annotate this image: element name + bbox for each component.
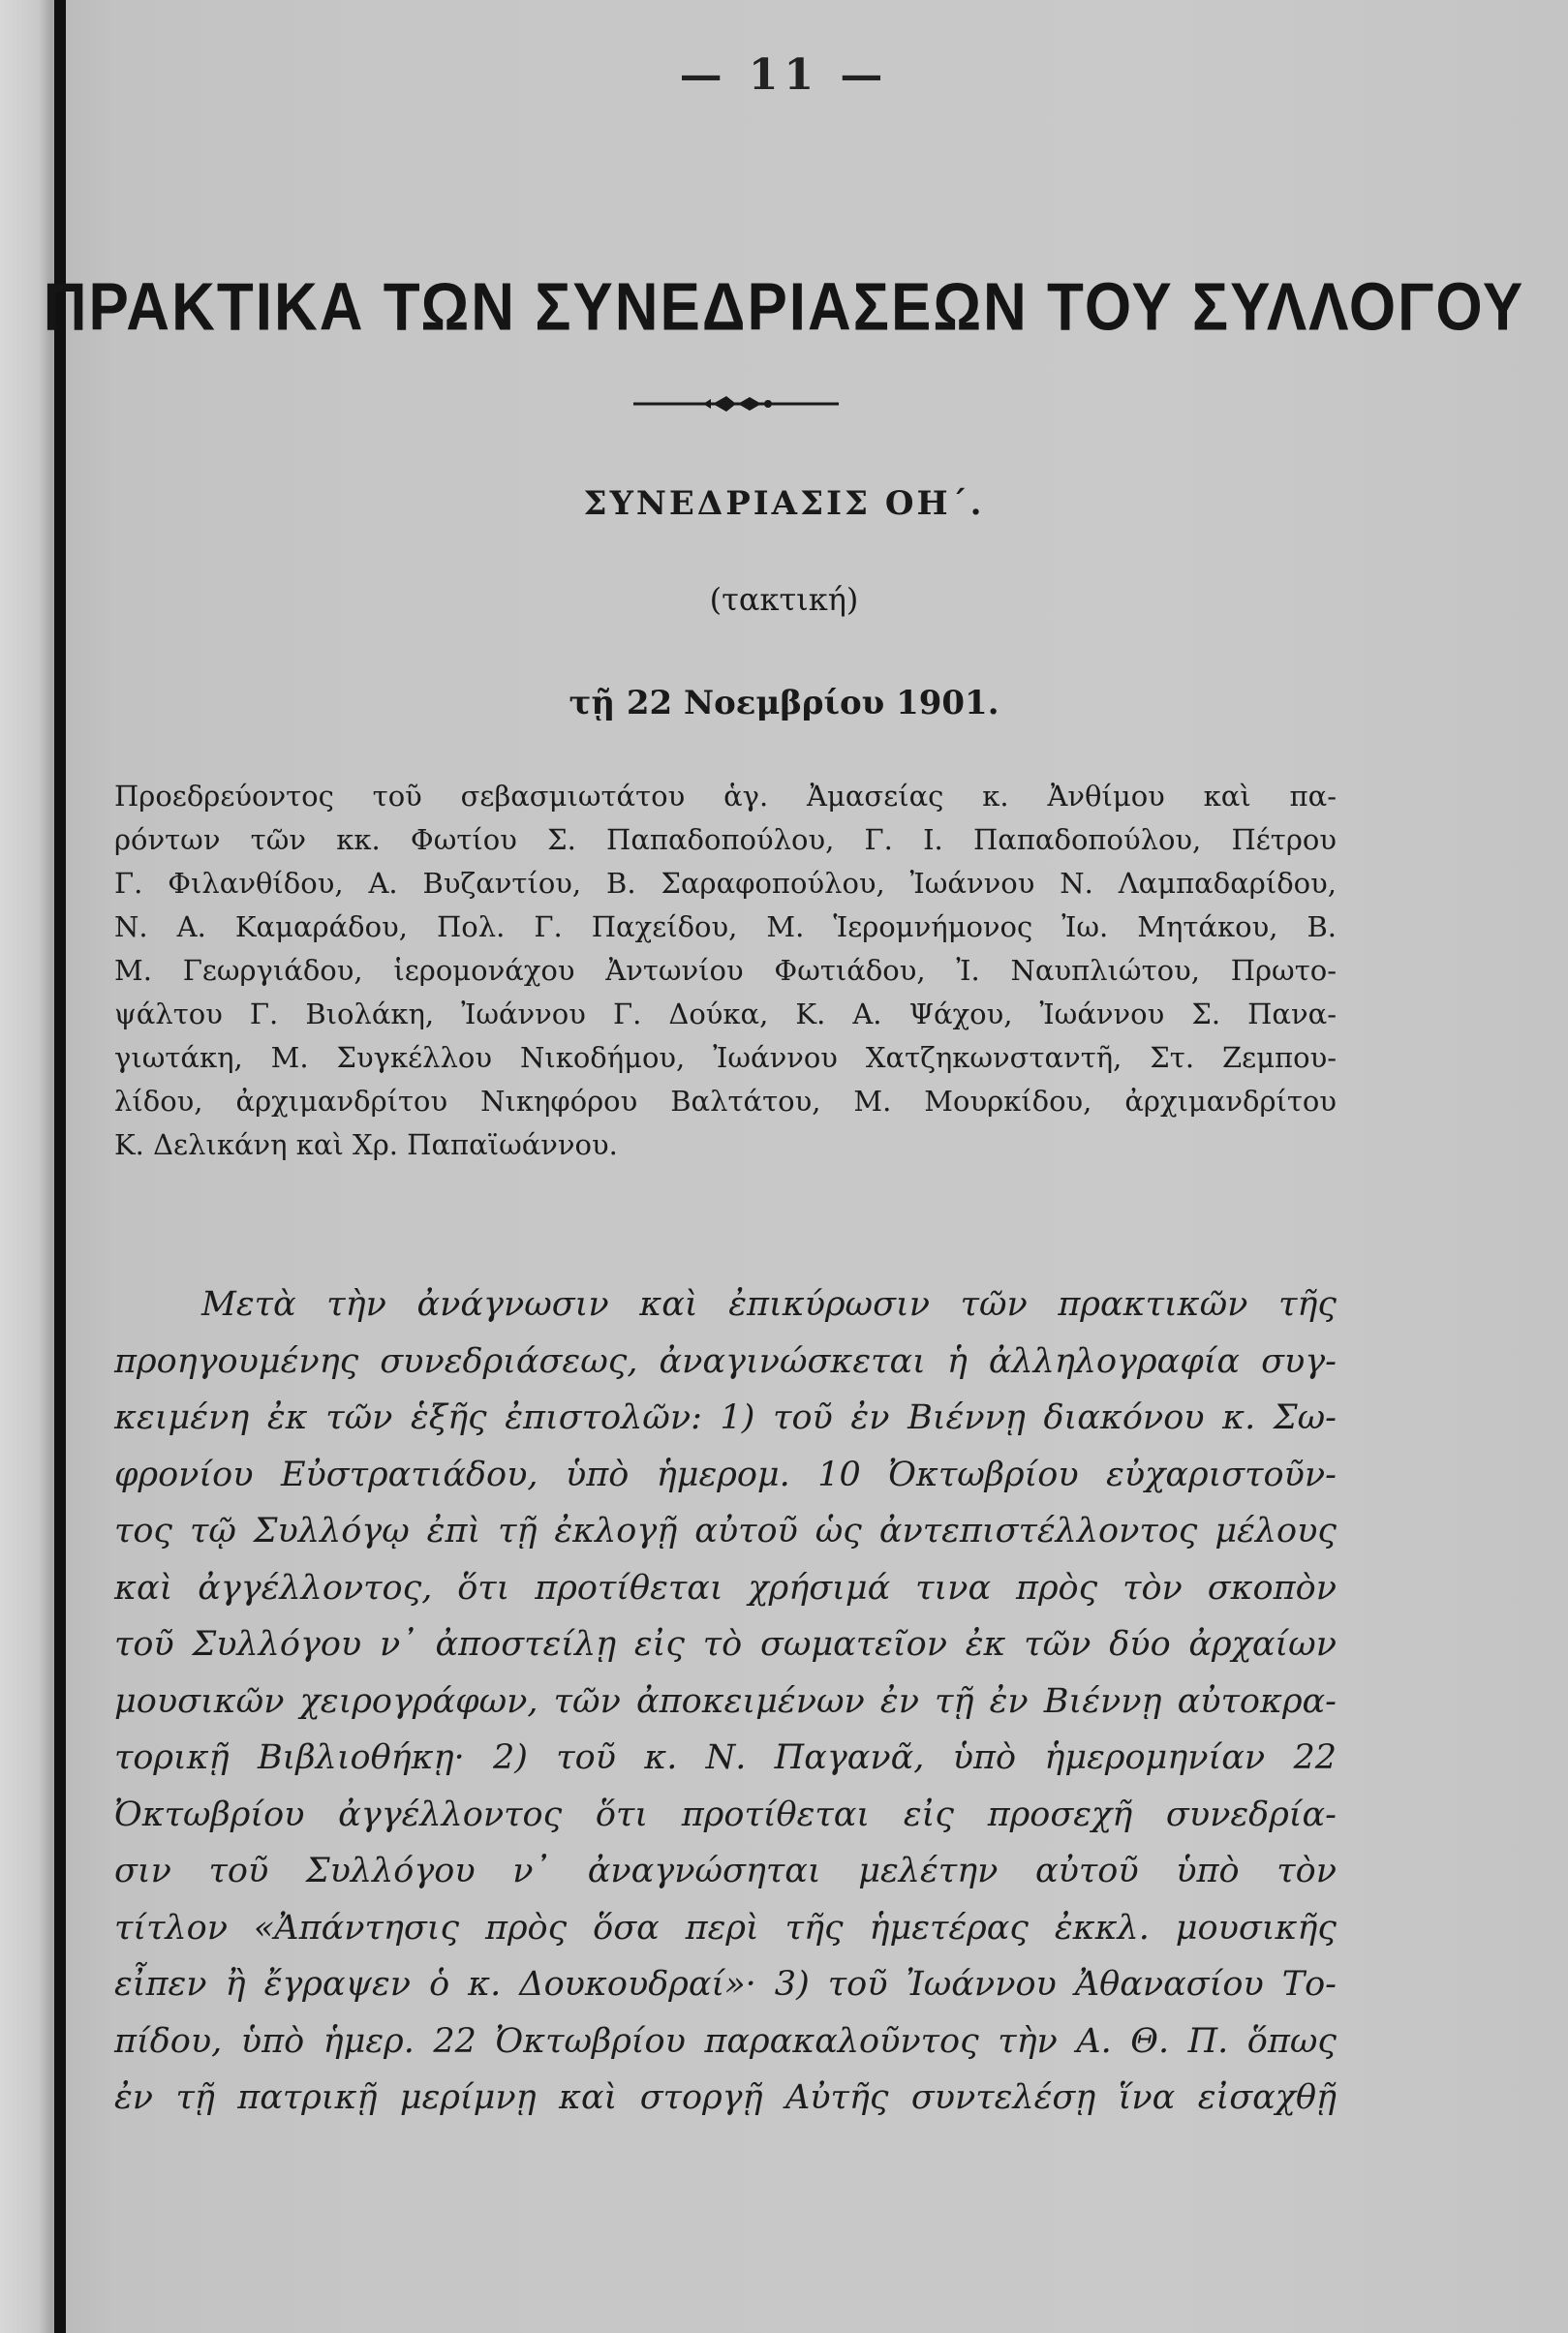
text-line: τίτλον «Ἀπάντησις πρὸς ὅσα περὶ τῆς ἡμετέρας ἐκκλ. μουσικῆς: [114, 1908, 1337, 1948]
text-line: ἐν τῇ πατρικῇ μερίμνῃ καὶ στοργῇ Αὐτῆς συντελέσῃ ἵνα εἰσαχθῇ: [114, 2078, 1337, 2117]
text-line: γιωτάκη, Μ. Συγκέλλου Νικοδήμου, Ἰωάννου Χατζηκωνσταντῆ, Στ. Ζεμπου-: [114, 1041, 1337, 1074]
text-line: ψάλτου Γ. Βιολάκη, Ἰωάννου Γ. Δούκα, Κ. Α. Ψάχου, Ἰωάννου Σ. Πανα-: [114, 998, 1337, 1030]
attendees-paragraph: [114, 775, 1337, 1167]
text-line: σιν τοῦ Συλλόγου ν᾽ ἀναγνώσηται μελέτην αὐτοῦ ὑπὸ τὸν: [114, 1852, 1337, 1890]
correspondence-paragraph: [114, 1276, 1337, 2127]
text-line: μουσικῶν χειρογράφων, τῶν ἀποκειμένων ἐν τῇ ἐν Βιέννῃ αὐτοκρα-: [114, 1681, 1337, 1721]
text-line: Γ. Φιλανθίδου, Α. Βυζαντίου, Β. Σαραφοπούλου, Ἰωάννου Ν. Λαμπαδαρίδου,: [114, 867, 1337, 900]
text-line: ρόντων τῶν κκ. Φωτίου Σ. Παπαδοπούλου, Γ. Ι. Παπαδοπούλου, Πέτρου: [114, 823, 1337, 856]
text-line: πίδου, ὑπὸ ἡμερ. 22 Ὀκτωβρίου παρακαλοῦντος τὴν Α. Θ. Π. ὅπως: [114, 2021, 1337, 2061]
binding-spine: [54, 0, 66, 2333]
page-number: — 11 —: [679, 50, 889, 100]
text-line: κειμένη ἐκ τῶν ἑξῆς ἐπιστολῶν: 1) τοῦ ἐν Βιέννῃ διακόνου κ. Σω-: [114, 1398, 1337, 1437]
text-line: φρονίου Εὐστρατιάδου, ὑπὸ ἡμερομ. 10 Ὀκτωβρίου εὐχαριστοῦν-: [114, 1455, 1337, 1494]
text-line: Μετὰ τὴν ἀνάγνωσιν καὶ ἐπικύρωσιν τῶν πρακτικῶν τῆς: [201, 1285, 1337, 1324]
text-line: εἶπεν ἢ ἔγραψεν ὁ κ. Δουκουδραί»· 3) τοῦ Ἰωάννου Ἀθανασίου Το-: [114, 1965, 1337, 2004]
text-line: τοῦ Συλλόγου ν᾽ ἀποστείλῃ εἰς τὸ σωματεῖον ἐκ τῶν δύο ἀρχαίων: [114, 1625, 1337, 1664]
text-line: λίδου, ἀρχιμανδρίτου Νικηφόρου Βαλτάτου, Μ. Μουρκίδου, ἀρχιμανδρίτου: [114, 1085, 1337, 1118]
text-line: τος τῷ Συλλόγῳ ἐπὶ τῇ ἐκλογῇ αὐτοῦ ὡς ἀντεπιστέλλοντος μέλους: [114, 1512, 1337, 1550]
text-line: Ν. Α. Καμαράδου, Πολ. Γ. Παχείδου, Μ. Ἱερομνήμονος Ἰω. Μητάκου, Β.: [114, 910, 1337, 943]
text-line: Μ. Γεωργιάδου, ἱερομονάχου Ἀντωνίου Φωτιάδου, Ἰ. Ναυπλιώτου, Πρωτο-: [114, 954, 1337, 987]
text-line: Προεδρεύοντος τοῦ σεβασμιωτάτου ἁγ. Ἀμασείας κ. Ἀνθίμου καὶ πα-: [114, 780, 1337, 813]
text-line: Ὀκτωβρίου ἀγγέλλοντος ὅτι προτίθεται εἰς προσεχῆ συνεδρία-: [114, 1795, 1337, 1834]
session-type: (τακτική): [709, 581, 859, 618]
text-line: Κ. Δελικάνη καὶ Χρ. Παπαϊωάννου.: [114, 1128, 618, 1161]
main-title: ΠΡΑΚΤΙΚΑ ΤΩΝ ΣΥΝΕΔΡΙΑΣΕΩΝ ΤΟΥ ΣΥΛΛΟΓΟΥ: [43, 269, 1525, 346]
session-date: τῇ 22 Νοεμβρίου 1901.: [569, 684, 999, 722]
text-line: τορικῇ Βιβλιοθήκῃ· 2) τοῦ κ. Ν. Παγανᾶ, ὑπὸ ἡμερομηνίαν 22: [114, 1738, 1337, 1777]
text-line: προηγουμένης συνεδριάσεως, ἀναγινώσκεται ἡ ἀλληλογραφία συγ-: [114, 1341, 1337, 1381]
page-gutter: [0, 0, 54, 2333]
text-line: καὶ ἀγγέλλοντος, ὅτι προτίθεται χρήσιμά τινα πρὸς τὸν σκοπὸν: [114, 1568, 1337, 1608]
ornament-divider-icon: [630, 389, 843, 418]
session-title: ΣΥΝΕΔΡΙΑΣΙΣ ΟΗ΄.: [583, 484, 985, 523]
